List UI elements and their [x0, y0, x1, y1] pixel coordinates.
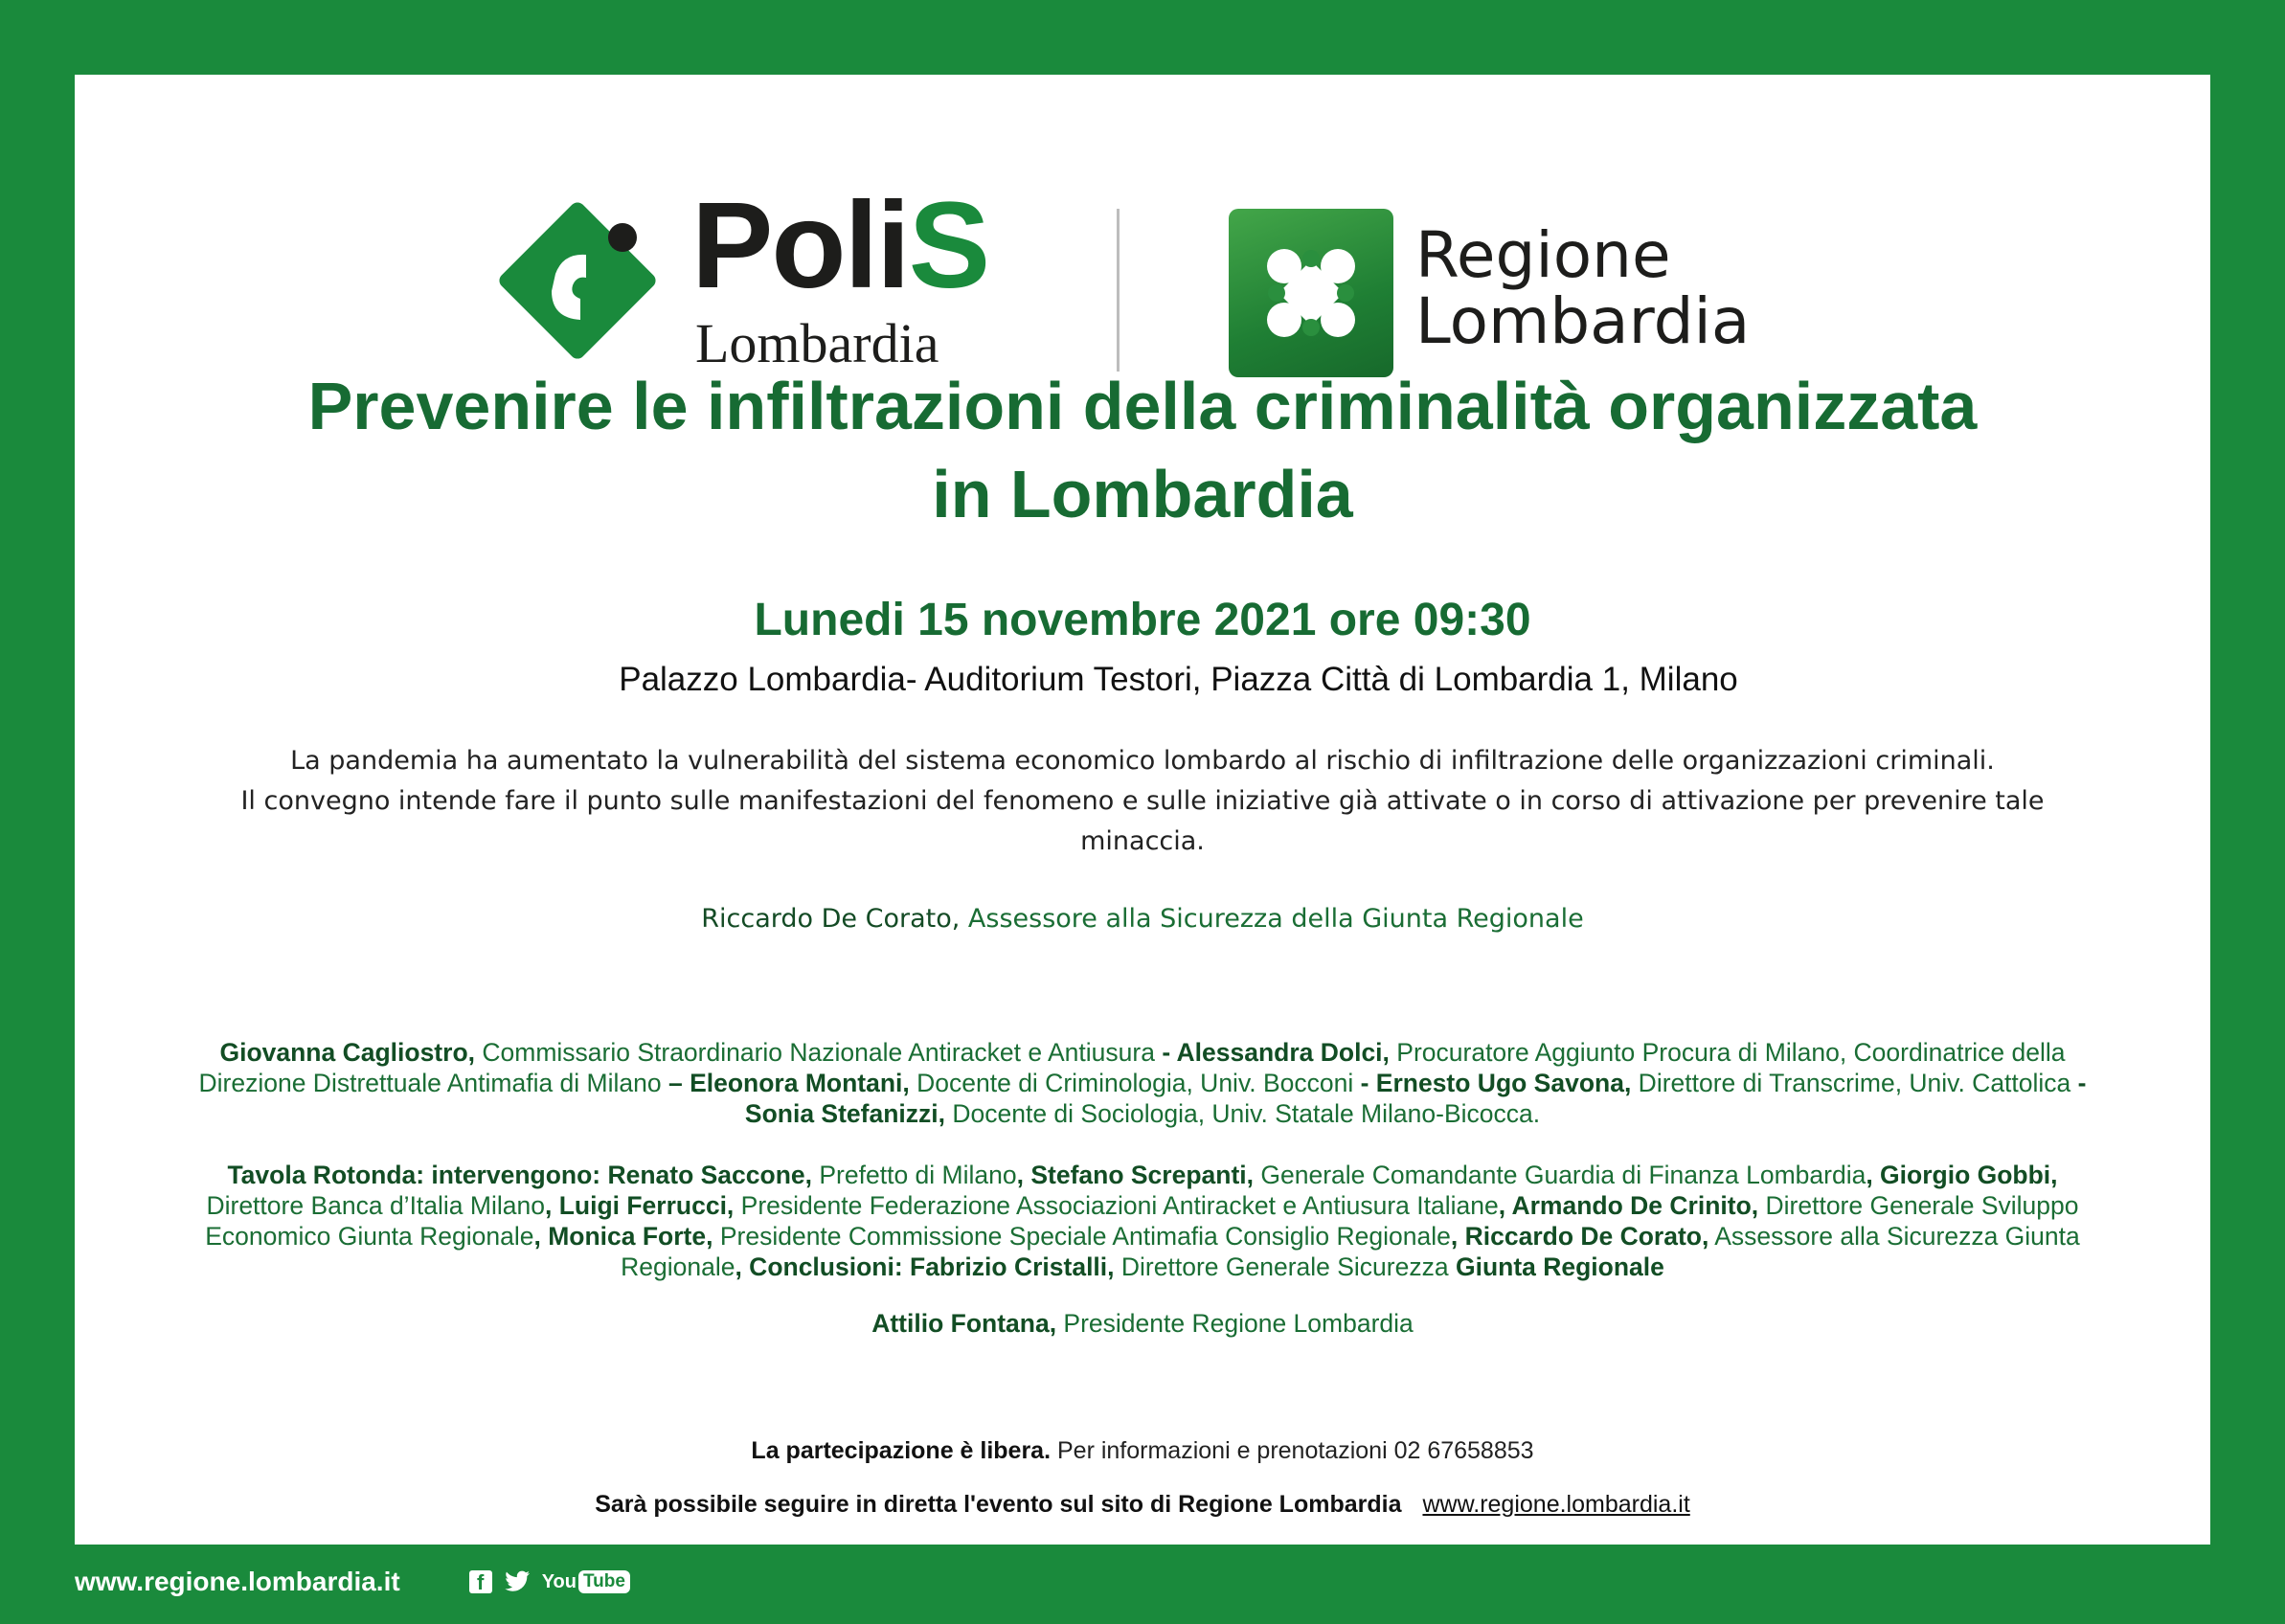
- panel1-role: Docente di Sociologia, Univ. Statale Milano-Bicocca.: [945, 1099, 1541, 1128]
- regione-wordmark: [1415, 218, 1751, 358]
- closing-speaker-name: Attilio Fontana,: [871, 1309, 1057, 1338]
- closing-speaker-role: Presidente Regione Lombardia: [1056, 1309, 1414, 1338]
- description-line1: La pandemia ha aumentato la vulnerabilità del sistema economico lombardo al rischio di infiltrazione delle organizzazioni criminali.: [290, 746, 1995, 776]
- polis-wordmark: [691, 177, 989, 314]
- panel2-name: Giunta Regionale: [1455, 1252, 1664, 1281]
- panel1-role: Procuratore Aggiunto Procura di Milano, Coordinatrice della Direzione Distrettuale Antimafia di Milano: [198, 1038, 2066, 1097]
- footer: [75, 1563, 630, 1601]
- social-links: [469, 1570, 630, 1593]
- panel2-role: Prefetto di Milano: [812, 1161, 1017, 1189]
- panel2-role: Presidente Federazione Associazioni Antiracket e Antiusura Italiane: [734, 1191, 1499, 1220]
- panel2-name: , Conclusioni: Fabrizio Cristalli,: [735, 1252, 1115, 1281]
- panel1-name: - Alessandra Dolci,: [1162, 1038, 1390, 1067]
- header-logos: [75, 132, 2210, 374]
- panel1-name: – Eleonora Montani,: [667, 1069, 910, 1097]
- event-title-line1: Prevenire le infiltrazioni della criminalità organizzata: [307, 369, 1978, 443]
- panel1-role: Commissario Straordinario Nazionale Antiracket e Antiusura: [475, 1038, 1163, 1067]
- regione-wordmark-line2: Lombardia: [1415, 283, 1751, 358]
- panel2-role: Direttore Generale Sicurezza: [1114, 1252, 1456, 1281]
- participation-bold: La partecipazione è libera.: [751, 1437, 1052, 1464]
- polis-wordmark-part2: S: [908, 177, 989, 314]
- event-title-line2: in Lombardia: [932, 457, 1353, 531]
- panel1-role: Docente di Criminologia, Univ. Bocconi: [909, 1069, 1361, 1097]
- opening-speaker-name: Riccardo De Corato,: [701, 904, 961, 934]
- facebook-icon[interactable]: f: [469, 1570, 492, 1593]
- panel2-role: Assessore alla Sicurezza Giunta Regionale: [621, 1222, 2080, 1281]
- panel2-name: , Stefano Screpanti,: [1016, 1161, 1254, 1189]
- panel2-role: Direttore Generale Sviluppo Economico Giunta Regionale: [205, 1191, 2079, 1251]
- panel2-role: Presidente Commissione Speciale Antimafia Consiglio Regionale: [713, 1222, 1451, 1251]
- live-stream-text: Sarà possibile seguire in diretta l'evento sul sito di Regione Lombardia: [595, 1491, 1402, 1518]
- opening-speaker-role: Assessore alla Sicurezza della Giunta Regionale: [960, 904, 1584, 934]
- event-venue: Palazzo Lombardia- Auditorium Testori, Piazza Città di Lombardia 1, Milano: [619, 661, 1738, 698]
- footer-website-link[interactable]: www.regione.lombardia.it: [75, 1567, 400, 1596]
- polis-subtitle: Lombardia: [695, 312, 939, 374]
- round-table: [190, 1160, 2095, 1282]
- participation-text: Per informazioni e prenotazioni 02 67658853: [1051, 1437, 1534, 1464]
- panel2-name: Tavola Rotonda: intervengono: Renato Saccone,: [227, 1161, 813, 1189]
- twitter-icon[interactable]: [504, 1570, 531, 1593]
- panel2-role: Direttore Banca d’Italia Milano: [206, 1191, 545, 1220]
- participation-info: [75, 1437, 2210, 1465]
- panel1-name: Giovanna Cagliostro,: [219, 1038, 475, 1067]
- youtube-you: You: [541, 1570, 577, 1592]
- panel2-name: , Monica Forte,: [533, 1222, 713, 1251]
- event-description: [218, 741, 2067, 862]
- event-date: Lunedi 15 novembre 2021 ore 09:30: [754, 595, 1531, 645]
- live-stream-link[interactable]: www.regione.lombardia.it: [1422, 1491, 1690, 1518]
- poster-panel: [75, 75, 2210, 1545]
- regione-rose-icon: [1229, 209, 1393, 377]
- polis-wordmark-part1: Poli: [691, 177, 909, 314]
- regione-lombardia-logo-icon: [1229, 209, 1393, 377]
- closing-speaker: [190, 1308, 2095, 1339]
- logo-divider: [1117, 209, 1120, 372]
- speakers-panel: [190, 1037, 2095, 1129]
- panel2-name: , Giorgio Gobbi,: [1866, 1161, 2058, 1189]
- panel2-name: , Luigi Ferrucci,: [544, 1191, 735, 1220]
- panel2-role: Generale Comandante Guardia di Finanza Lombardia: [1254, 1161, 1866, 1189]
- polis-logo-icon: [496, 199, 659, 362]
- panel2-name: , Riccardo De Corato,: [1450, 1222, 1709, 1251]
- youtube-tube: Tube: [578, 1570, 630, 1593]
- panel2-name: , Armando De Crinito,: [1498, 1191, 1759, 1220]
- live-stream-info: [75, 1491, 2210, 1519]
- description-line2: Il convegno intende fare il punto sulle manifestazioni del fenomeno e sulle iniziative già attivate o in corso di attivazione per prevenire tale minaccia.: [240, 786, 2045, 856]
- panel1-name: - Sonia Stefanizzi,: [744, 1069, 2087, 1128]
- panel1-role: Direttore di Transcrime, Univ. Cattolica: [1631, 1069, 2078, 1097]
- event-title: [75, 362, 2210, 538]
- panel1-name: - Ernesto Ugo Savona,: [1360, 1069, 1632, 1097]
- youtube-icon[interactable]: [542, 1570, 630, 1593]
- opening-speaker: [75, 904, 2210, 934]
- regione-wordmark-line1: Regione: [1415, 218, 1671, 292]
